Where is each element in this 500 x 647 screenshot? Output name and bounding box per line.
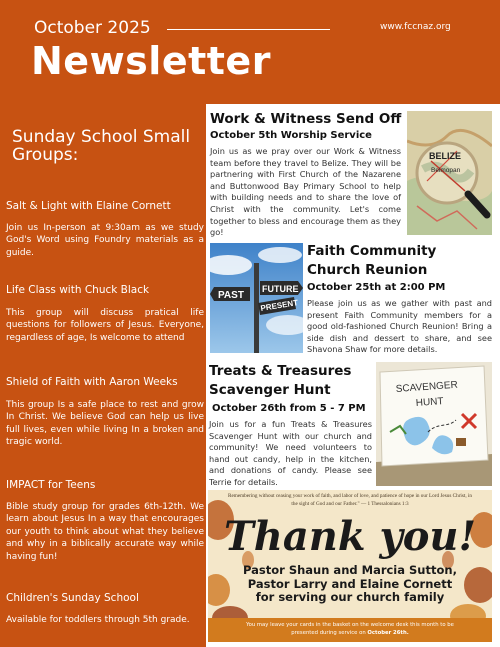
thank-you-names bbox=[238, 564, 462, 605]
note-line: You may leave your cards in the basket on the welcome desk this month to be bbox=[246, 622, 454, 628]
names-line: Pastor Larry and Elaine Cornett bbox=[247, 576, 453, 591]
article-body: Join us as we pray over our Work & Witness team before they travel to Belize. They will be partnering with First Church of the Nazarene and Buttonwood Bay Primary School to help with building needs and to share the love of Christ with the community. Let's come together to bless and encourage them as they go! bbox=[210, 146, 401, 238]
article-body: Join us for a fun Treats & Treasures Scavenger Hunt with our church and community! We need volunteers to hand out candy, help in the kitchen, and donations of candy. Please see Terrie for details. bbox=[209, 419, 372, 487]
thank-you-card bbox=[208, 490, 492, 642]
map-label-hunt: HUNT bbox=[415, 396, 444, 409]
scavenger-map-image bbox=[376, 362, 492, 486]
magnifier-map-icon bbox=[407, 111, 492, 235]
signpost-icon bbox=[210, 243, 303, 353]
group-description: This group Is a safe place to rest and grow In Christ. We believe God can help us live full lives, even while living In a broken and tragic world. bbox=[6, 400, 204, 448]
belize-map-image bbox=[407, 111, 492, 235]
article-title: Work & Witness Send Off bbox=[210, 111, 402, 127]
note-line bbox=[208, 629, 492, 637]
group-description: Bible study group for grades 6th-12th. We learn about Jesus In a way that encourages our youth to think about what they believe and why in a biblically accurate way while having fun! bbox=[6, 502, 204, 562]
names-line: for serving our church family bbox=[255, 590, 445, 604]
map-label-scavenger: SCAVENGER bbox=[395, 379, 459, 395]
scripture-quote: Remembering without ceasing your work of faith, and labor of love, and patience of hope in our Lord Jesus Christ, in the sight of God and our Father." — 1 Thessalonians 1:3 bbox=[228, 493, 472, 507]
sunday-school-title: Sunday School Small Groups: bbox=[12, 127, 191, 165]
group-description: Available for toddlers through 5th grade. bbox=[6, 615, 190, 625]
issue-date: October 2025 bbox=[34, 18, 151, 38]
article-body: Please join us as we gather with past and present Faith Community members for a good old-fashioned Church Reunion! Bring a side dish and dessert to share, and see Shavona Shaw for more details. bbox=[307, 298, 492, 355]
group-title: Children's Sunday School bbox=[6, 592, 139, 604]
sign-future: FUTURE bbox=[262, 284, 299, 294]
article-subtitle: October 5th Worship Service bbox=[210, 130, 372, 141]
article-subtitle: October 25th at 2:00 PM bbox=[307, 282, 446, 293]
treasure-map-icon bbox=[376, 362, 492, 486]
sign-past: PAST bbox=[218, 290, 244, 301]
map-label-belize: BELIZE bbox=[429, 151, 462, 161]
website-link[interactable]: www.fccnaz.org bbox=[380, 22, 451, 32]
group-title: IMPACT for Teens bbox=[6, 479, 96, 491]
signpost-image bbox=[210, 243, 303, 353]
note-date: October 26th. bbox=[367, 630, 409, 636]
article-title: Treats & Treasures Scavenger Hunt bbox=[209, 363, 352, 398]
group-title: Shield of Faith with Aaron Weeks bbox=[6, 376, 178, 388]
group-description: This group will discuss pratical life questions for followers of Jesus. Everyone, regardless of age, Is welcome to attend bbox=[6, 308, 204, 343]
thank-you-heading: Thank you! bbox=[223, 513, 477, 560]
card-instructions bbox=[208, 618, 492, 642]
group-title: Salt & Light with Elaine Cornett bbox=[6, 200, 171, 212]
newsletter-header bbox=[0, 0, 500, 104]
sunday-school-column bbox=[0, 104, 206, 647]
names-line: Pastor Shaun and Marcia Sutton, bbox=[243, 563, 457, 577]
note-prefix: presented during service on bbox=[291, 630, 366, 636]
header-divider bbox=[167, 29, 330, 30]
sign-present: PRESENT bbox=[259, 298, 299, 313]
article-title: Faith Community Church Reunion bbox=[307, 243, 437, 278]
article-subtitle: October 26th from 5 - 7 PM bbox=[212, 403, 366, 414]
map-label-belmopan: Belmopan bbox=[431, 167, 461, 174]
group-title: Life Class with Chuck Black bbox=[6, 284, 150, 296]
group-description: Join us In-person at 9:30am as we study God's Word using Foundry materials as a guide. bbox=[6, 223, 204, 258]
page-title: Newsletter bbox=[31, 39, 271, 83]
